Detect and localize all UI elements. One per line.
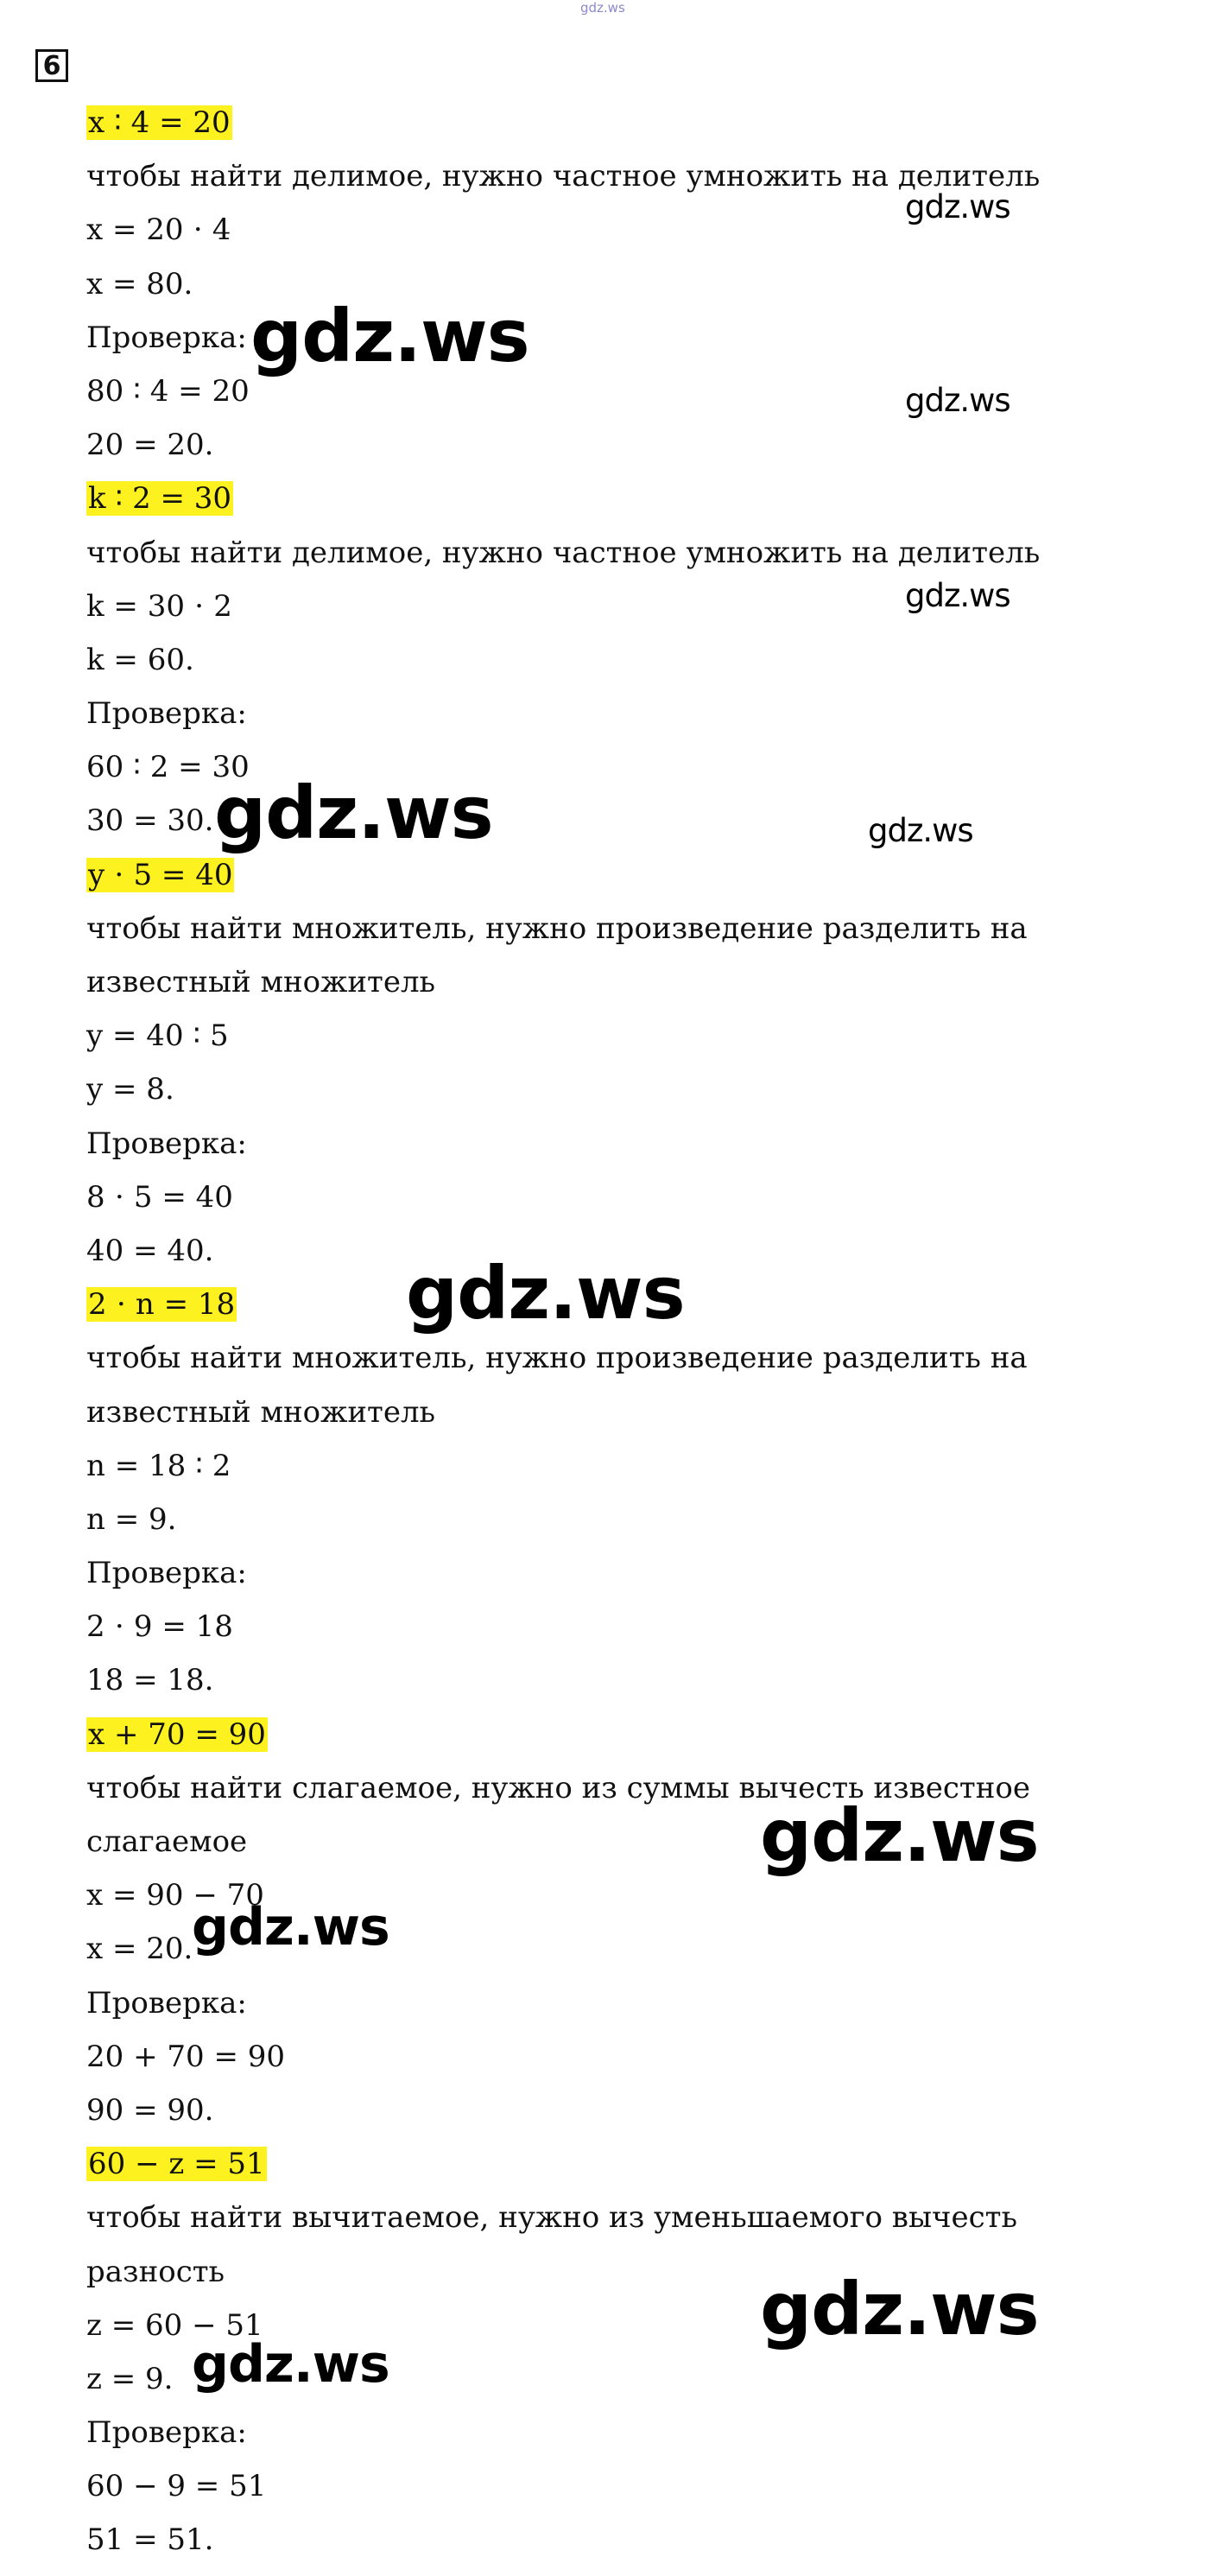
equation-text: 2 ⋅ n = 18	[88, 1287, 236, 1323]
top-watermark: gdz.ws	[580, 0, 625, 16]
watermark: gdz.ws	[905, 382, 1010, 419]
line-text: 40 = 40.	[86, 1233, 214, 1268]
line-text: 20 + 70 = 90	[86, 2039, 285, 2074]
solution-line	[86, 2191, 1019, 2244]
line-text: известный множитель	[86, 965, 436, 999]
solution-line	[86, 2513, 1019, 2566]
watermark: gdz.ws	[905, 577, 1010, 614]
line-text: x = 20.	[86, 1932, 193, 1967]
solution-line	[86, 526, 1041, 580]
equation-highlighted	[86, 96, 1019, 149]
watermark: gdz.ws	[905, 188, 1010, 225]
watermark: gdz.ws	[250, 294, 529, 378]
solution-line	[86, 418, 1019, 472]
line-text: z = 9.	[86, 2361, 174, 2396]
solution-line	[86, 311, 1019, 365]
line-text: 60 ∶ 2 = 30	[86, 750, 250, 785]
solution-line	[86, 1653, 1019, 1707]
equation-text: k ∶ 2 = 30	[88, 481, 232, 517]
line-text: 30 = 30.	[86, 803, 214, 839]
line-text: y = 40 ∶ 5	[86, 1018, 229, 1054]
line-text: x = 90 − 70	[86, 1878, 264, 1913]
watermark: gdz.ws	[214, 771, 493, 855]
watermark: gdz.ws	[760, 2267, 1039, 2351]
line-text: 51 = 51.	[86, 2522, 214, 2558]
task-number-badge: 6	[35, 49, 68, 82]
line-text: x = 20 ⋅ 4	[86, 213, 231, 248]
line-text: k = 60.	[86, 642, 194, 677]
solution-line	[86, 1331, 1028, 1385]
line-text: x = 80.	[86, 266, 193, 301]
line-text: Проверка:	[86, 320, 247, 355]
solution-line	[86, 687, 1019, 740]
line-text: 8 ⋅ 5 = 40	[86, 1179, 233, 1215]
solution-line	[86, 1976, 1019, 2030]
solution-line	[86, 2459, 1019, 2513]
line-text: 20 = 20.	[86, 428, 214, 463]
line-text: чтобы найти делимое, нужно частное умножить на делитель	[86, 159, 1041, 194]
solution-line	[86, 1600, 1019, 1653]
solution-line	[86, 1171, 1019, 1224]
solution-line	[86, 1386, 1019, 1439]
solution-line	[86, 955, 1019, 1009]
solution-line	[86, 580, 1019, 633]
solution-line	[86, 1493, 1019, 1546]
line-text: Проверка:	[86, 696, 247, 732]
line-text: 60 − 9 = 51	[86, 2469, 267, 2504]
solution-line	[86, 365, 1019, 418]
line-text: разность	[86, 2254, 225, 2289]
line-text: слагаемое	[86, 1824, 248, 1859]
line-text: 80 ∶ 4 = 20	[86, 373, 250, 409]
equation-highlighted	[86, 2137, 1019, 2191]
line-text: y = 8.	[86, 1072, 174, 1107]
equation-highlighted	[86, 1708, 1019, 1761]
line-text: Проверка:	[86, 1985, 247, 2021]
equation-text: 60 − z = 51	[88, 2147, 265, 2182]
line-text: Проверка:	[86, 2415, 247, 2451]
line-text: 2 ⋅ 9 = 18	[86, 1609, 233, 1645]
solution-line	[86, 2406, 1019, 2459]
line-text: Проверка:	[86, 1126, 247, 1161]
line-text: чтобы найти делимое, нужно частное умножить на делитель	[86, 535, 1041, 570]
line-text: чтобы найти вычитаемое, нужно из уменьшаемого вычесть	[86, 2200, 1017, 2236]
line-text: n = 9.	[86, 1501, 177, 1537]
equation-highlighted	[86, 472, 1019, 525]
equation-text: y ⋅ 5 = 40	[88, 857, 233, 892]
equation-text: x ∶ 4 = 20	[88, 105, 231, 140]
line-text: n = 18 ∶ 2	[86, 1448, 231, 1483]
solution-line	[86, 149, 1041, 203]
watermark: gdz.ws	[192, 2334, 389, 2395]
solution-line	[86, 1117, 1019, 1171]
line-text: z = 60 − 51	[86, 2307, 263, 2343]
solution-line	[86, 257, 1019, 311]
solution-line	[86, 1439, 1019, 1493]
line-text: чтобы найти слагаемое, нужно из суммы вычесть известное	[86, 1770, 1030, 1805]
line-text: k = 30 ⋅ 2	[86, 588, 232, 624]
line-text: Проверка:	[86, 1556, 247, 1591]
watermark: gdz.ws	[760, 1793, 1039, 1878]
solution-line	[86, 2084, 1019, 2137]
solution-line	[86, 1009, 1019, 1063]
solution-line	[86, 633, 1019, 687]
solution-line	[86, 1546, 1019, 1600]
line-text: чтобы найти множитель, нужно произведение разделить на	[86, 1341, 1028, 1376]
solution-line	[86, 1063, 1019, 1116]
line-text: чтобы найти множитель, нужно произведение разделить на	[86, 910, 1028, 946]
watermark: gdz.ws	[406, 1251, 685, 1336]
equation-highlighted	[86, 848, 1019, 902]
line-text: 90 = 90.	[86, 2092, 214, 2128]
solution-line	[86, 203, 1019, 257]
equation-text: x + 70 = 90	[88, 1716, 266, 1752]
watermark: gdz.ws	[192, 1897, 389, 1957]
line-text: 18 = 18.	[86, 1663, 214, 1698]
line-text: известный множитель	[86, 1394, 436, 1430]
solution-line	[86, 902, 1028, 955]
solution-line	[86, 2030, 1019, 2084]
watermark: gdz.ws	[868, 812, 973, 849]
